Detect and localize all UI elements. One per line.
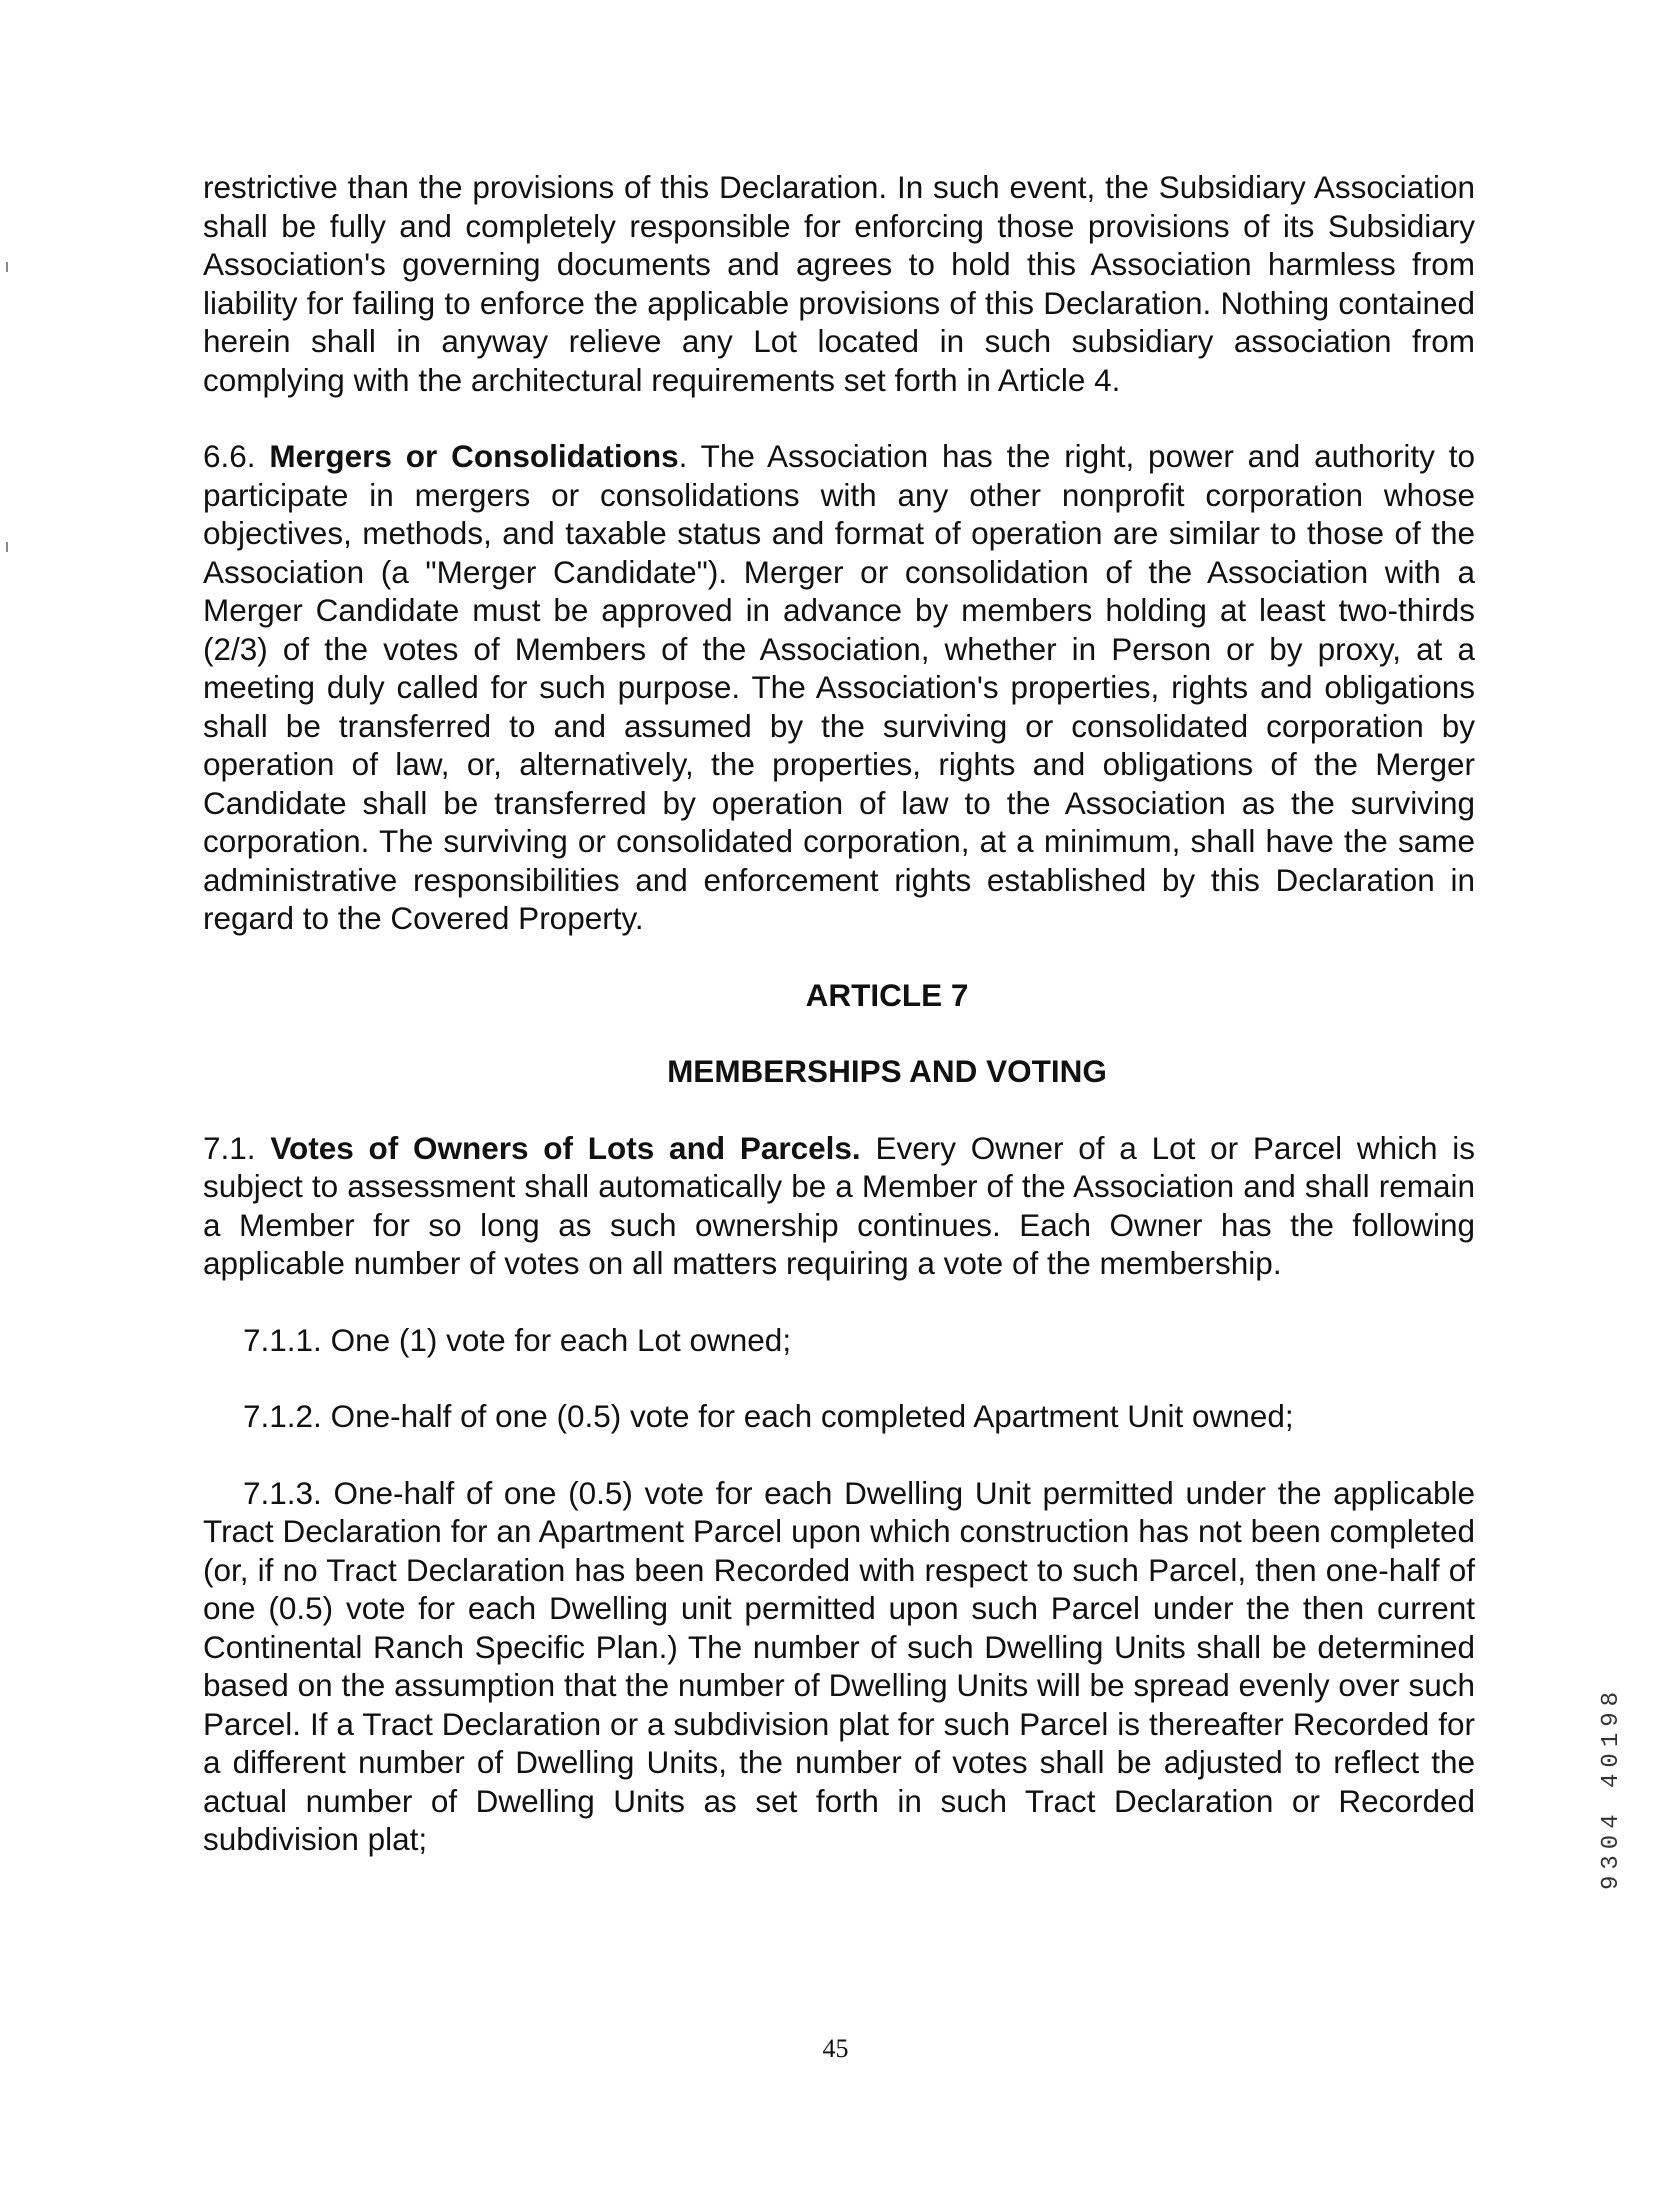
section-7-1-body: Every Owner of a Lot or Parcel which is subject to assessment shall automatically be a Member of the Association and shall remain a Member for so long as such ownership continues. Each Owner has the following applicable number of votes on all matters requiring a vote of the membership. (203, 1129, 1475, 1281)
article-title: MEMBERSHIPS AND VOTING (667, 1053, 1107, 1089)
margin-mark-top (6, 262, 8, 272)
section-6-6-body: The Association has the right, power and authority to participate in mergers or consolidations with any other nonprofit corporation whose objectives, methods, and taxable status and format of operation are similar to those of the Association (a "Merger Candidate"). Merger or consolidation of the Association with a Merger Candidate must be approved in advance by members holding at least two-thirds (2/3) of the votes of Members of the Association, whether in Person or by proxy, at a meeting duly called for such purpose. The Association's properties, rights and obligations shall be transferred to and assumed by the surviving or consolidated corporation by operation of law, or, alternatively, the properties, rights and obligations of the Merger Candidate shall be transferred by operation of law to the Association as the surviving corporation. The surviving or consolidated corporation, at a minimum, shall have the same administrative responsibilities and enforcement rights established by this Declaration in regard to the Covered Property. (203, 438, 1475, 936)
section-6-6-number: 6.6. (203, 438, 256, 474)
section-7-1-number: 7.1. (203, 1129, 256, 1166)
side-stamp-text: 9304 40198 (1598, 1685, 1625, 1890)
page-number: 45 (822, 2034, 849, 2063)
document-page (203, 168, 1475, 1859)
section-7-1-title: Votes of Owners of Lots and Parcels. (270, 1129, 861, 1166)
continuation-paragraph: restrictive than the provisions of this Declaration. In such event, the Subsidiary Association shall be fully and completely responsible for enforcing those provisions of its Subsidiary Association's governing documents and agrees to hold this Association harmless from liability for failing to enforce the applicable provisions of this Declaration. Nothing contained herein shall in anyway relieve any Lot located in such subsidiary association from complying with the architectural requirements set forth in Article 4. (203, 169, 1475, 398)
section-6-6-title: Mergers or Consolidations (269, 438, 679, 474)
article-label: ARTICLE 7 (805, 976, 969, 1013)
side-recording-stamp (1598, 1560, 1626, 1890)
subsection-7-1-1: 7.1.1. One (1) vote for each Lot owned; (243, 1321, 792, 1358)
section-7-1 (203, 1129, 1475, 1283)
section-6-6-title-period: . (678, 438, 688, 474)
subsection-7-1-2: 7.1.2. One-half of one (0.5) vote for each completed Apartment Unit owned; (243, 1398, 1294, 1434)
margin-mark-middle (6, 542, 8, 552)
subsection-7-1-3: 7.1.3. One-half of one (0.5) vote for each Dwelling Unit permitted under the applicable Tract Declaration for an Apartment Parcel upon which construction has not been completed (or, if no Tract Declaration has been Recorded with respect to such Parcel, then one-half of one (0.5) vote for each Dwelling unit permitted upon such Parcel under the then current Continental Ranch Specific Plan.) The number of such Dwelling Units shall be determined based on the assumption that the number of Dwelling Units will be spread evenly over such Parcel. If a Tract Declaration or a subdivision plat for such Parcel is thereafter Recorded for a different number of Dwelling Units, the number of votes shall be adjusted to reflect the actual number of Dwelling Units as set forth in such Tract Declaration or Recorded subdivision plat; (203, 1474, 1475, 1857)
section-6-6 (203, 437, 1475, 938)
